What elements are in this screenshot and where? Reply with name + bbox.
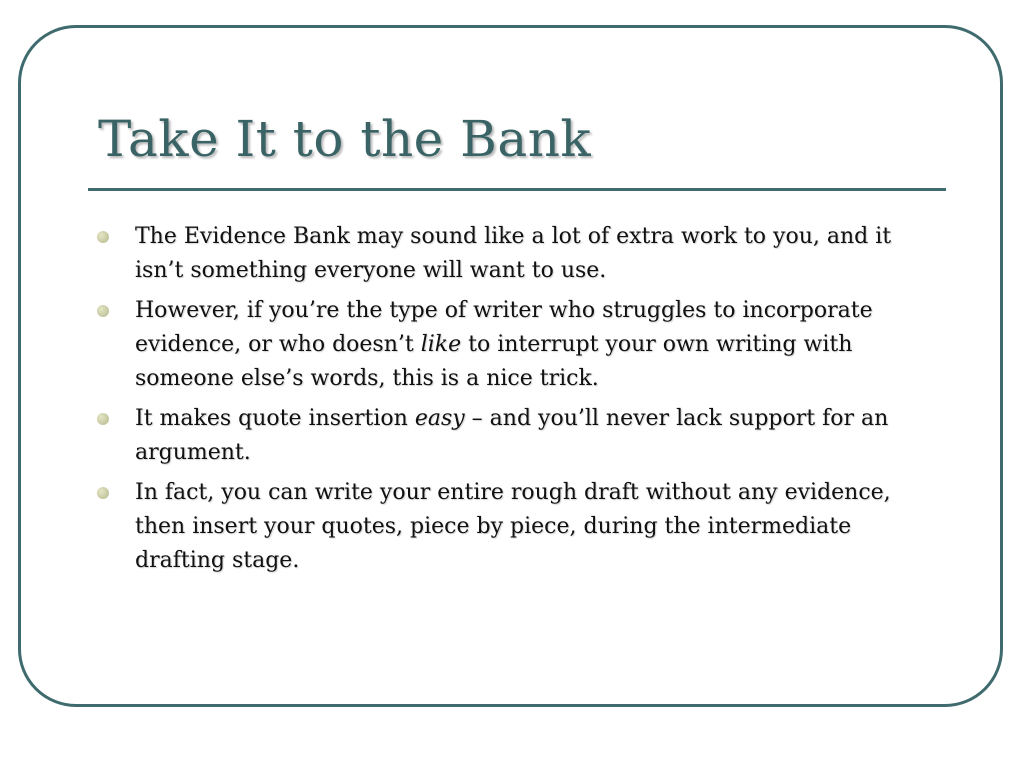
title-divider xyxy=(88,188,946,191)
bullet-text xyxy=(135,480,891,573)
bullet-icon xyxy=(97,231,109,243)
bullet-icon xyxy=(97,487,109,499)
bullet-text-part: However, if you’re the type of writer who struggles to incorporate evidence, or who doesn’t xyxy=(135,298,873,357)
bullet-text-part: It makes quote insertion xyxy=(135,406,415,431)
bullet-item xyxy=(96,220,936,288)
bullet-item xyxy=(96,294,936,396)
bullet-text-part: – and you’ll never lack support for an argument. xyxy=(135,406,889,465)
bullet-icon xyxy=(97,305,109,317)
bullet-text xyxy=(135,406,888,465)
slide-title: Take It to the Bank xyxy=(98,110,592,168)
bullet-emphasis: easy xyxy=(414,406,465,431)
bullet-list xyxy=(96,220,936,584)
bullet-text-part: to interrupt your own writing with someone else’s words, this is a nice trick. xyxy=(135,332,853,391)
bullet-text-part: In fact, you can write your entire rough draft without any evidence, then insert your quotes, piece by piece, during the intermediate drafting stage. xyxy=(135,480,891,573)
bullet-text xyxy=(135,224,891,283)
bullet-text xyxy=(135,298,873,391)
bullet-item xyxy=(96,402,936,470)
bullet-text-part: The Evidence Bank may sound like a lot of extra work to you, and it isn’t something everyone will want to use. xyxy=(135,224,892,283)
bullet-icon xyxy=(97,413,109,425)
bullet-item xyxy=(96,476,936,578)
bullet-emphasis: like xyxy=(420,332,462,357)
